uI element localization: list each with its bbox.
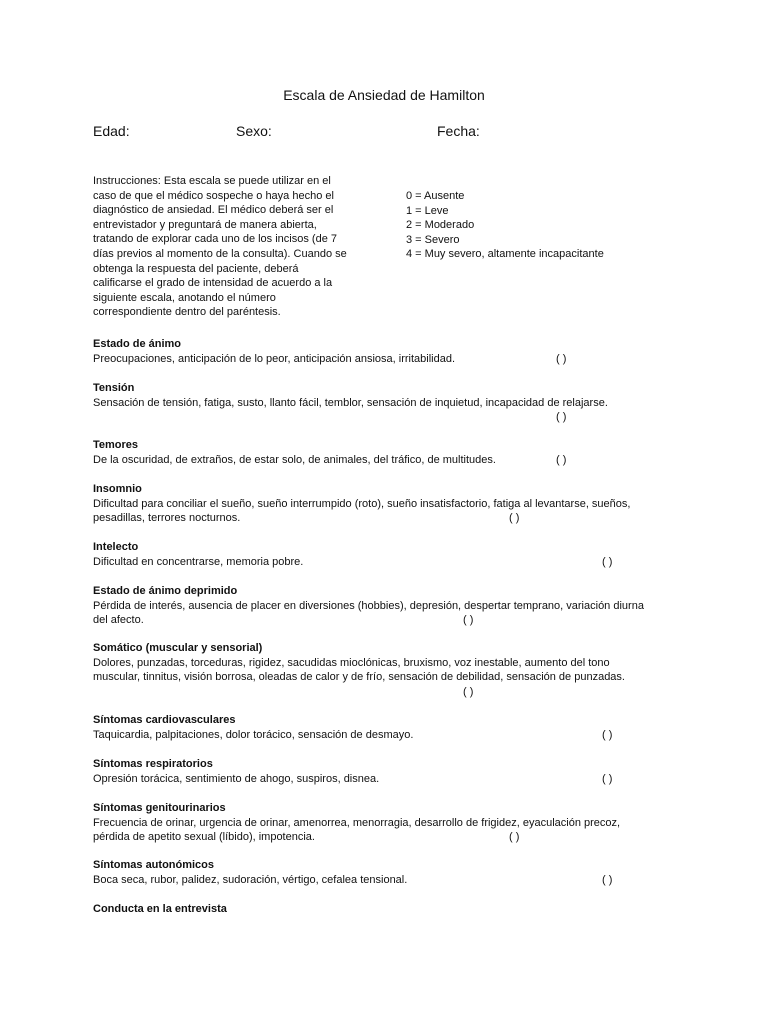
section-heading: Insomnio bbox=[93, 483, 142, 495]
section-text: Preocupaciones, anticipación de lo peor, anticipación ansiosa, irritabilidad. ( ) bbox=[93, 352, 567, 365]
instructions-line: días previos al momento de la consulta). Cuando se bbox=[93, 247, 347, 260]
instructions-line: obtenga la respuesta del paciente, deberá bbox=[93, 262, 299, 275]
section-heading: Síntomas respiratorios bbox=[93, 758, 213, 770]
instructions-line: tratando de explorar cada uno de los incisos (de 7 bbox=[93, 233, 337, 246]
section-text: muscular, tinnitus, visión borrosa, oleadas de calor y de frío, sensación de debilidad, sensación de punzadas. bbox=[93, 671, 625, 684]
edad-label: Edad: bbox=[93, 123, 130, 139]
section-heading: Tensión bbox=[93, 382, 135, 394]
section-text: Taquicardia, palpitaciones, dolor torácico, sensación de desmayo. ( ) bbox=[93, 728, 613, 741]
score-field[interactable]: ( ) bbox=[509, 831, 520, 844]
section-text: Pérdida de interés, ausencia de placer en diversiones (hobbies), depresión, despertar temprano, variación diurna bbox=[93, 599, 644, 612]
instructions-line: calificarse el grado de intensidad de acuerdo a la bbox=[93, 277, 333, 290]
section-autonomicos bbox=[93, 858, 683, 887]
section-somatico bbox=[93, 641, 683, 699]
sexo-label: Sexo: bbox=[236, 123, 272, 139]
scale-item: 2 = Moderado bbox=[406, 219, 475, 232]
section-heading: Síntomas cardiovasculares bbox=[93, 714, 236, 726]
section-temores bbox=[93, 438, 683, 467]
section-text: del afecto. ( ) bbox=[93, 614, 474, 627]
section-text bbox=[93, 410, 683, 425]
score-field[interactable]: ( ) bbox=[602, 728, 613, 741]
section-heading: Temores bbox=[93, 439, 139, 451]
section-text: pesadillas, terrores nocturnos. ( ) bbox=[93, 512, 520, 525]
section-animo-deprimido bbox=[93, 584, 683, 628]
section-heading: Intelecto bbox=[93, 541, 139, 553]
instructions-line: diagnóstico de ansiedad. El médico deberá ser el bbox=[93, 204, 334, 217]
section-heading: Estado de ánimo deprimido bbox=[93, 585, 238, 597]
section-heading: Síntomas autonómicos bbox=[93, 859, 215, 871]
section-respiratorios bbox=[93, 757, 683, 786]
section-text: De la oscuridad, de extraños, de estar solo, de animales, del tráfico, de multitudes. ( ) bbox=[93, 453, 567, 466]
section-text: pérdida de apetito sexual (líbido), impotencia. ( ) bbox=[93, 831, 520, 844]
section-heading: Estado de ánimo bbox=[93, 338, 182, 350]
section-text bbox=[93, 685, 683, 700]
section-cardiovasculares bbox=[93, 713, 683, 742]
section-heading: Somático (muscular y sensorial) bbox=[93, 642, 263, 654]
section-conducta bbox=[93, 902, 683, 917]
score-field[interactable]: ( ) bbox=[509, 512, 520, 525]
page-title: Escala de Ansiedad de Hamilton bbox=[283, 87, 485, 103]
score-field[interactable]: ( ) bbox=[463, 685, 474, 698]
scale-item: 0 = Ausente bbox=[406, 190, 465, 202]
section-genitourinarios bbox=[93, 801, 683, 845]
section-intelecto bbox=[93, 540, 683, 569]
scale-item: 4 = Muy severo, altamente incapacitante bbox=[406, 248, 604, 261]
instructions-line: caso de que el médico sospeche o haya hecho el bbox=[93, 189, 334, 202]
scale-item: 3 = Severo bbox=[406, 233, 460, 246]
score-field[interactable]: ( ) bbox=[602, 873, 613, 886]
instructions-line: siguiente escala, anotando el número bbox=[93, 291, 276, 304]
section-insomnio bbox=[93, 482, 683, 526]
score-field[interactable]: ( ) bbox=[602, 772, 613, 785]
section-text: Opresión torácica, sentimiento de ahogo, suspiros, disnea. ( ) bbox=[93, 772, 613, 785]
score-field[interactable]: ( ) bbox=[556, 453, 567, 466]
score-field[interactable]: ( ) bbox=[602, 555, 613, 568]
rating-scale bbox=[406, 189, 604, 262]
score-field[interactable]: ( ) bbox=[556, 411, 567, 424]
section-estado-animo bbox=[93, 337, 683, 366]
scale-item: 1 = Leve bbox=[406, 204, 449, 217]
section-text: Boca seca, rubor, palidez, sudoración, vértigo, cefalea tensional. ( ) bbox=[93, 873, 613, 886]
score-field[interactable]: ( ) bbox=[556, 352, 567, 365]
section-text: Dificultad para conciliar el sueño, sueño interrumpido (roto), sueño insatisfactorio, fatiga al levantarse, sueños, bbox=[93, 497, 631, 510]
section-heading: Conducta en la entrevista bbox=[93, 903, 227, 915]
section-text: Dolores, punzadas, torceduras, rigidez, sacudidas mioclónicas, bruxismo, voz inestable, aumento del tono bbox=[93, 656, 610, 669]
instructions-line: entrevistador y preguntará de manera abierta, bbox=[93, 218, 317, 231]
instructions-line: correspondiente dentro del paréntesis. bbox=[93, 306, 281, 319]
score-field[interactable]: ( ) bbox=[463, 614, 474, 627]
instructions-line: Instrucciones: Esta escala se puede utilizar en el bbox=[93, 175, 331, 187]
section-tension bbox=[93, 381, 683, 425]
section-heading: Síntomas genitourinarios bbox=[93, 802, 226, 814]
section-text: Frecuencia de orinar, urgencia de orinar, amenorrea, menorragia, desarrollo de frigidez, eyaculación precoz, bbox=[93, 816, 621, 829]
instructions bbox=[93, 174, 393, 320]
fecha-label: Fecha: bbox=[437, 123, 480, 139]
section-text: Sensación de tensión, fatiga, susto, llanto fácil, temblor, sensación de inquietud, incapacidad de relajarse. bbox=[93, 396, 608, 409]
section-text: Dificultad en concentrarse, memoria pobre. ( ) bbox=[93, 555, 613, 568]
